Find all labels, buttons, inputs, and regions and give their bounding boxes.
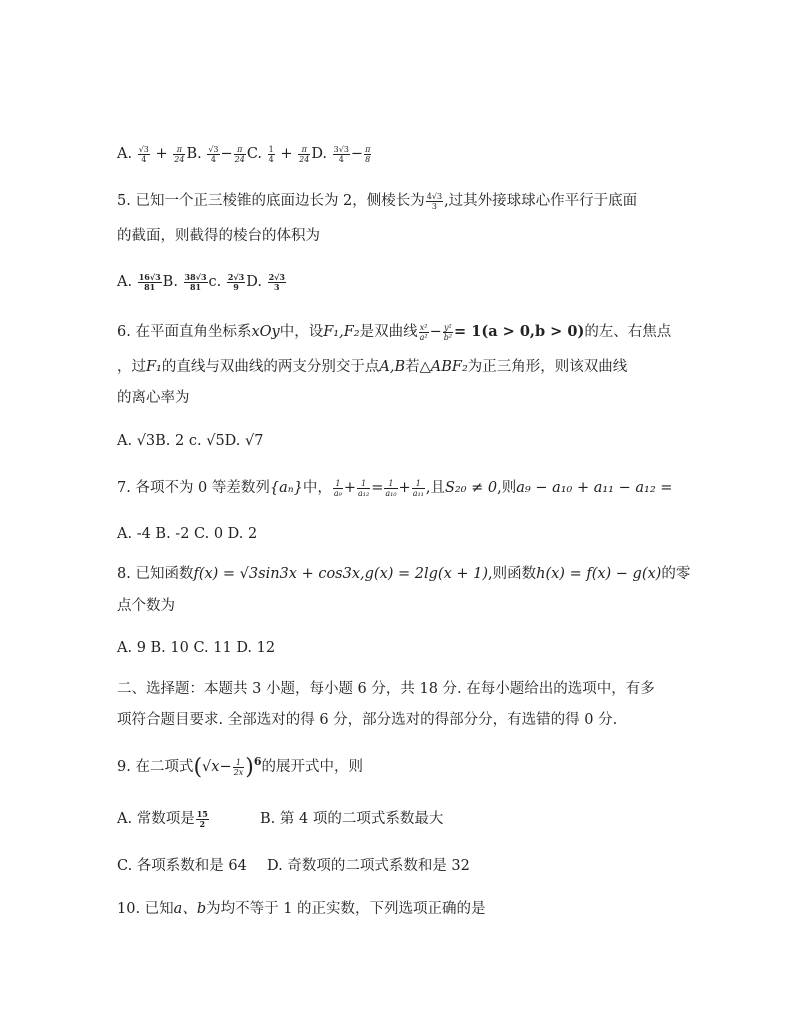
frac: $\frac{38√3}{81}$: [184, 271, 207, 292]
frac: $\frac{16√3}{81}$: [138, 271, 161, 292]
q5-line-2: 的截面，则截得的棱台的体积为: [117, 228, 320, 244]
frac: $\frac{\text{x²}}{\text{a²}}$: [419, 322, 428, 342]
frac: $\frac{1}{4}$: [268, 144, 274, 164]
frac: $\frac{1}{2x}$: [233, 757, 244, 777]
option-a-label: A.: [117, 146, 133, 162]
frac: $\frac{3√3}{4}$: [333, 144, 349, 164]
q7-options: A. -4 B. -2 C. 0 D. 2: [117, 526, 258, 542]
q8-line-2: 点个数为: [117, 598, 175, 614]
q5-line-1: 5. 已知一个正三棱锥的底面边长为 2，侧棱长为 $\frac{4√3}{3}$ ,过其外接球球心作平行于底面: [117, 191, 638, 211]
frac: $\frac{\pi}{24}$: [299, 144, 310, 164]
q9-options-cd: C. 各项系数和是 64 D. 奇数项的二项式系数和是 32: [117, 858, 470, 874]
frac: $\frac{\pi}{24}$: [174, 144, 185, 164]
q6-options: A. √3B. 2 c. √5D. √7: [117, 433, 264, 449]
frac: $\frac{\pi}{24}$: [234, 144, 245, 164]
q9-line-1: 9. 在二项式(√x− $\frac{1}{2x}$ )$^6$的展开式中，则: [117, 755, 363, 780]
q4-options: A. $\frac{√3}{4}$ + $\frac{\pi}{24}$ B. $\frac{√3}{4}$ − $\frac{\pi}{24}$ C. $\frac{1}{4}$ + $\frac{\pi}{24}$ D. $\frac{3√3}{4}$ − $\frac{\pi}{8}$: [117, 144, 371, 164]
q8-line-1: 8. 已知函数f(x) = √3sin3x + cos3x,g(x) = 2lg(x + 1),则函数h(x) = f(x) − g(x)的零: [117, 566, 691, 582]
frac: $\frac{√3}{4}$: [138, 144, 149, 164]
frac: $\frac{1}{\text{a₁₀}}$: [385, 478, 397, 498]
section2-line-1: 二、选择题：本题共 3 小题，每小题 6 分，共 18 分. 在每小题给出的选项中，有多: [117, 681, 655, 697]
q7-line-1: 7. 各项不为 0 等差数列{aₙ}中， $\frac{1}{\text{a₉}}$ + $\frac{1}{\text{a₁₂}}$ = $\frac{1}{\text{a₁₀}}$ + $\frac{1}{\text{a₁₁}}$ ,且S₂₀ ≠ 0,则a₉ − a₁₀ + a₁₁ − a₁₂ =: [117, 478, 673, 498]
q5-options: A. $\frac{16√3}{81}$ B. $\frac{38√3}{81}$ c. $\frac{2√3}{9}$ D. $\frac{2√3}{3}$: [117, 271, 285, 292]
frac: $\frac{√3}{4}$: [208, 144, 219, 164]
q6-line-2: ，过F₁的直线与双曲线的两支分别交于点A,B若△ABF₂为正三角形，则该双曲线: [117, 359, 628, 375]
q8-options: A. 9 B. 10 C. 11 D. 12: [117, 640, 276, 656]
option-c-label: C.: [246, 146, 263, 162]
frac: $\frac{2√3}{3}$: [268, 271, 285, 292]
q9-options-ab: A. 常数项是 $\frac{15}{2}$ B. 第 4 项的二项式系数最大: [117, 808, 444, 829]
q10-line-1: 10. 已知a、b为均不等于 1 的正实数，下列选项正确的是: [117, 901, 486, 917]
option-b-label: B.: [186, 146, 202, 162]
paren-open: (: [193, 755, 203, 780]
frac: $\frac{1}{\text{a₁₁}}$: [412, 478, 424, 498]
frac: $\frac{\text{y²}}{\text{b²}}$: [443, 322, 453, 342]
frac: $\frac{15}{2}$: [196, 808, 208, 829]
frac: $\frac{4√3}{3}$: [426, 191, 443, 211]
frac: $\frac{\pi}{8}$: [365, 144, 371, 164]
frac: $\frac{1}{\text{a₉}}$: [333, 478, 342, 498]
section2-line-2: 项符合题目要求. 全部选对的得 6 分，部分选对的得部分分，有选错的得 0 分.: [117, 712, 618, 728]
frac: $\frac{1}{\text{a₁₂}}$: [358, 478, 370, 498]
q6-line-3: 的离心率为: [117, 390, 190, 406]
option-d-label: D.: [311, 146, 328, 162]
q6-line-1: 6. 在平面直角坐标系xOy中，设F₁,F₂是双曲线 $\frac{\text{x²}}{\text{a²}}$ − $\frac{\text{y²}}{\text{b²}}$ = 1(a > 0,b > 0)的左、右焦点: [117, 322, 672, 342]
paren-close: ): [245, 755, 254, 780]
frac: $\frac{2√3}{9}$: [227, 271, 245, 292]
